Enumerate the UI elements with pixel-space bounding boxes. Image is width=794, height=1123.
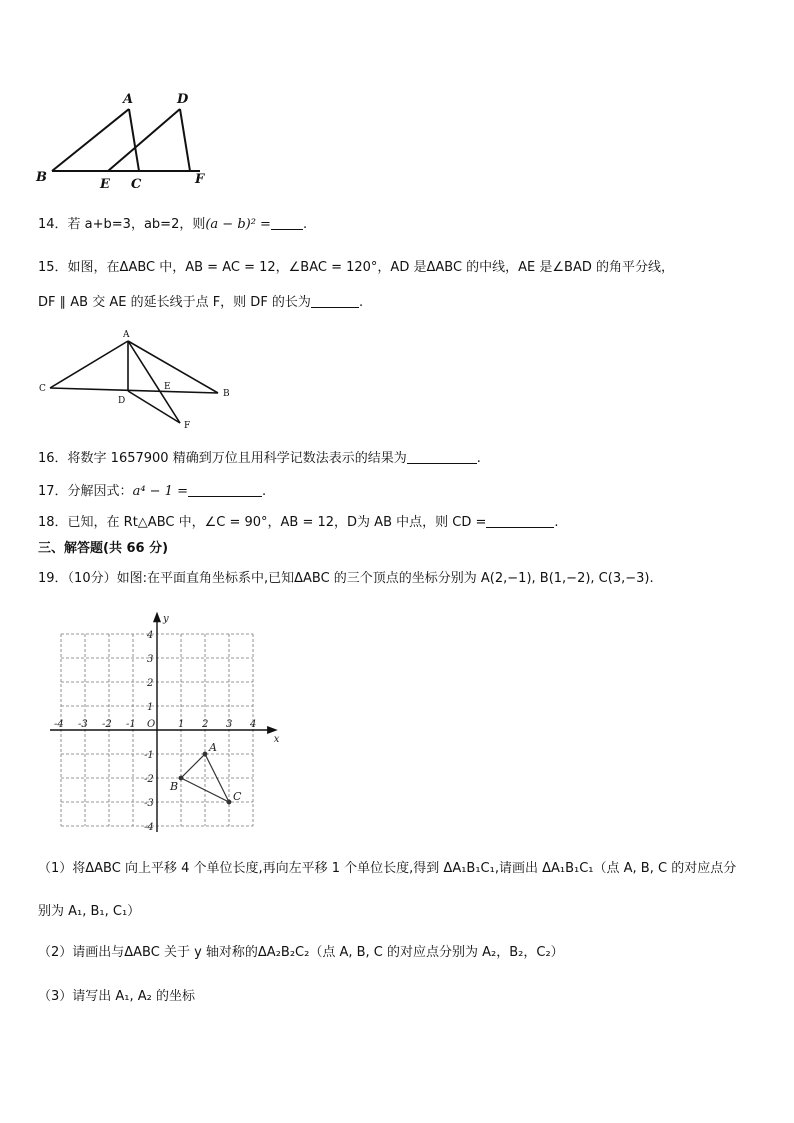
y-tick-label: -4: [144, 822, 154, 832]
y-tick-label: -1: [144, 750, 154, 761]
x-tick-label: 4: [250, 719, 257, 730]
figure-q15: [38, 328, 248, 428]
question-text: 如图，在ΔABC 中，AB = AC = 12，∠BAC = 120°，AD 是ΔABC 的中线，AE 是∠BAD 的角平分线，: [67, 260, 674, 275]
question-number: 19．: [38, 571, 68, 586]
x-axis-arrow: [268, 727, 276, 733]
question-16: [38, 447, 481, 466]
label-B: B: [36, 170, 47, 185]
y-axis-arrow: [154, 614, 160, 622]
question-number: 17．: [38, 484, 68, 499]
label-B: B: [223, 389, 230, 399]
question-text: （10分）如图:在平面直角坐标系中,已知ΔABC 的三个顶点的坐标分别为 A(2,−1), B(1,−2), C(3,−3).: [67, 571, 654, 586]
question-text: 将数字 1657900 精确到万位且用科学记数法表示的结果为: [67, 451, 407, 466]
question-number: 15．: [38, 260, 68, 275]
math-expression: (a − b)² =: [205, 217, 271, 232]
period: .: [302, 217, 308, 232]
question-19-part2: （2）请画出与ΔABC 关于 y 轴对称的ΔA₂B₂C₂（点 A, B, C 的对应点分别为 A₂，B₂，C₂）: [38, 945, 564, 960]
label-E: E: [100, 177, 110, 192]
question-text: 若 a+b=3，ab=2，则: [67, 217, 206, 232]
label-C: C: [39, 384, 46, 394]
question-19-part1: （1）将ΔABC 向上平移 4 个单位长度,再向左平移 1 个单位长度,得到 ΔA₁B₁C₁,请画出 ΔA₁B₁C₁（点 A, B, C 的对应点分: [38, 861, 737, 876]
answer-blank[interactable]: [188, 484, 262, 497]
vertex-label-c: C: [233, 790, 242, 803]
vertex-label-a: A: [209, 741, 217, 754]
question-15-line2: [38, 291, 363, 310]
y-tick-label: -3: [144, 798, 154, 809]
label-F: F: [195, 172, 205, 187]
x-tick-label: 2: [202, 719, 209, 730]
x-tick-label: -2: [102, 719, 112, 730]
question-text: DF ∥ AB 交 AE 的延长线于点 F，则 DF 的长为: [38, 295, 311, 310]
label-E: E: [164, 382, 171, 392]
label-D: D: [177, 92, 189, 107]
x-tick-label: -4: [54, 719, 64, 730]
question-19-part3: （3）请写出 A₁, A₂ 的坐标: [38, 989, 196, 1004]
question-text: 分解因式：: [67, 484, 133, 499]
y-tick-label: 4: [147, 630, 154, 641]
section-heading: 三、解答题(共 66 分): [38, 541, 169, 556]
y-tick-label: 3: [147, 654, 154, 665]
question-number: 14．: [38, 217, 68, 232]
vertex-b: [179, 776, 183, 780]
label-F: F: [184, 421, 191, 428]
period: .: [261, 484, 267, 499]
x-tick-label: 1: [178, 719, 185, 730]
question-number: 16．: [38, 451, 68, 466]
label-A: A: [123, 92, 134, 107]
coordinate-grid: [50, 612, 290, 832]
x-tick-label: -1: [126, 719, 136, 730]
answer-blank[interactable]: [311, 295, 359, 308]
y-tick-label: 1: [147, 702, 154, 713]
answer-blank[interactable]: [486, 515, 554, 528]
x-tick-label: -3: [78, 719, 88, 730]
question-19-part1-cont: 别为 A₁, B₁, C₁）: [38, 904, 141, 919]
answer-blank[interactable]: [271, 217, 303, 230]
label-D: D: [118, 396, 126, 406]
x-tick-label: 3: [226, 719, 233, 730]
period: .: [554, 515, 559, 530]
y-axis-label: y: [163, 613, 169, 625]
math-expression: a⁴ − 1 =: [132, 484, 188, 499]
question-number: 18．: [38, 515, 68, 530]
question-18: [38, 511, 559, 530]
vertex-label-b: B: [170, 780, 179, 793]
x-axis-label: x: [273, 734, 280, 745]
label-C: C: [131, 177, 142, 192]
vertex-c: [227, 800, 231, 804]
question-17: [38, 480, 266, 499]
y-tick-label: 2: [147, 678, 154, 689]
question-14: [38, 213, 307, 232]
period: .: [476, 451, 481, 466]
label-A: A: [123, 330, 130, 340]
question-text: 已知，在 Rt△ABC 中，∠C = 90°，AB = 12，D为 AB 中点，则 CD =: [67, 515, 487, 530]
x-tick-label: O: [147, 719, 156, 730]
question-15-line1: [38, 256, 674, 275]
y-tick-label: -2: [144, 774, 154, 785]
vertex-a: [203, 752, 207, 756]
answer-blank[interactable]: [407, 451, 477, 464]
period: .: [358, 295, 364, 310]
figure-q13: [30, 88, 270, 198]
question-19: [38, 567, 654, 586]
